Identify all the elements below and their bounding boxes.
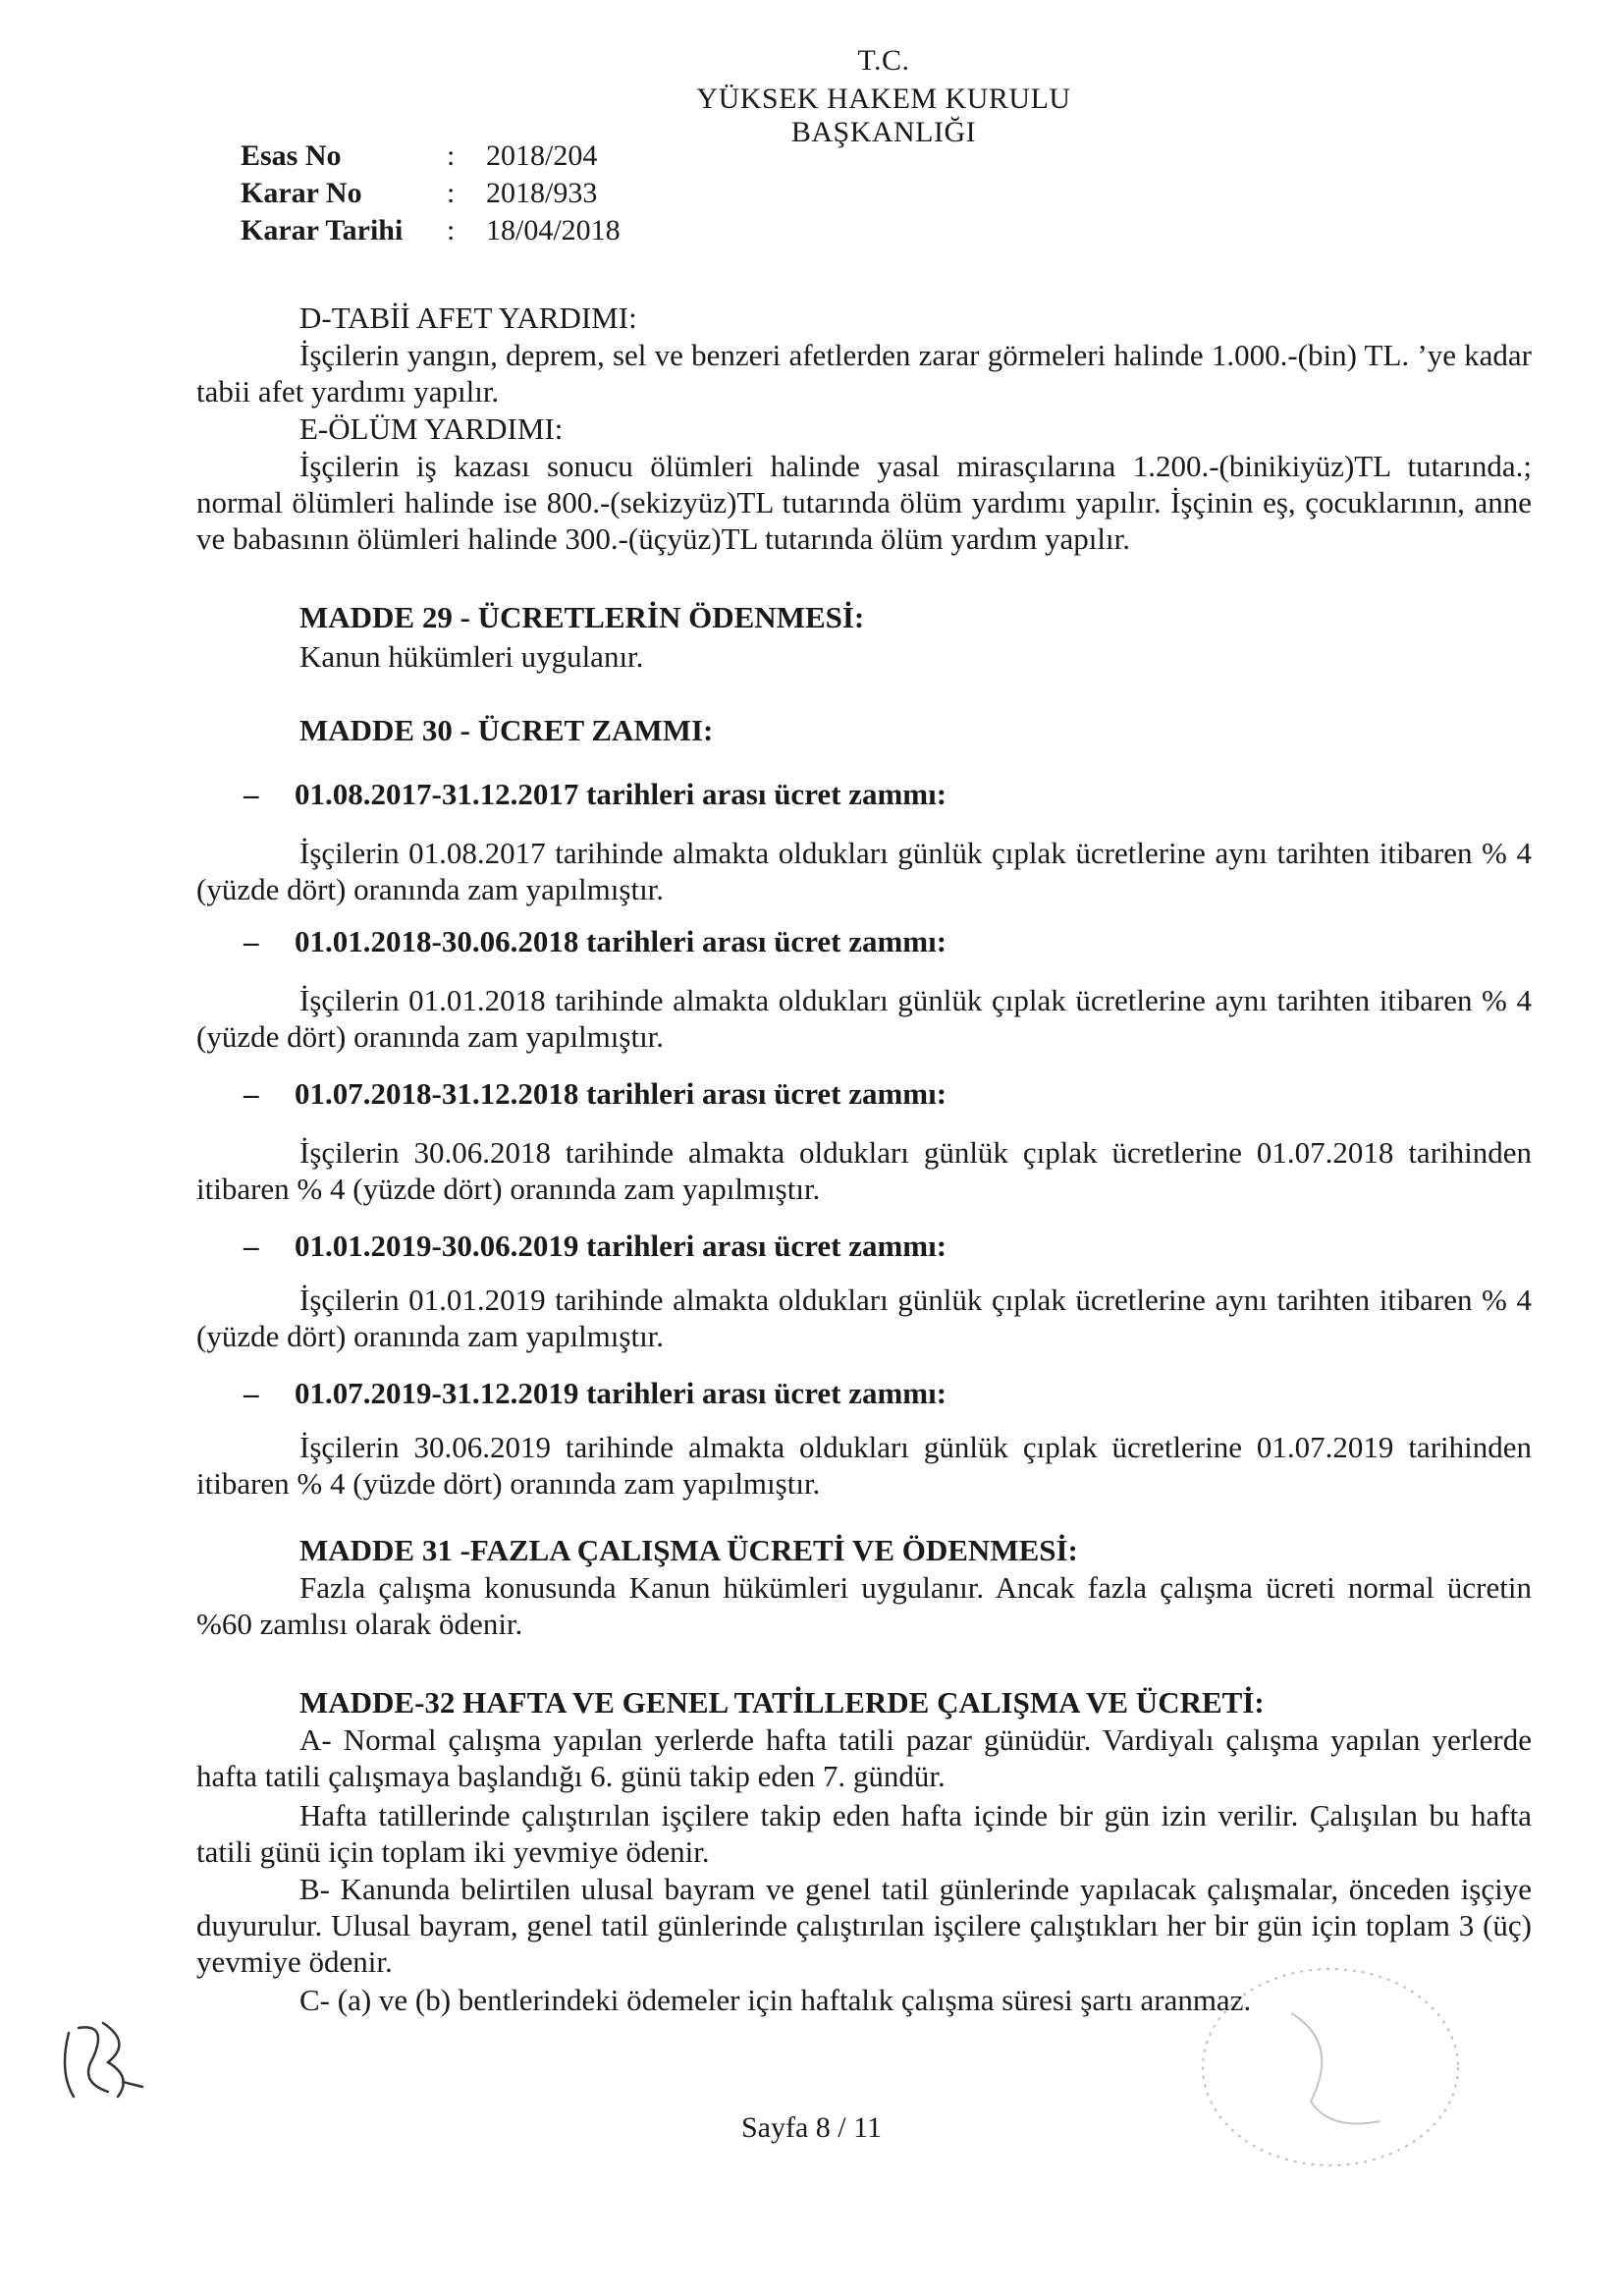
meta-esas <box>241 137 621 175</box>
section-d-heading: D-TABİİ AFET YARDIMI: <box>299 301 637 335</box>
stamp-mark <box>1291 2013 1380 2124</box>
signature-stroke <box>65 2023 142 2097</box>
article-31-text: Fazla çalışma konusunda Kanun hükümleri uygulanır. Ancak fazla çalışma ücreti normal ücretin %60 zamlısı olarak ödenir. <box>196 1570 1532 1641</box>
raise-period-2-text: İşçilerin 01.01.2018 tarihinde almakta oldukları günlük çıplak ücretlerine aynı tarihten itibaren % 4 (yüzde dört) oranında zam yapılmıştır. <box>196 983 1532 1054</box>
tarih-label: Karar Tarihi <box>241 214 404 246</box>
article-29-heading: MADDE 29 - ÜCRETLERİN ÖDENMESİ: <box>299 600 865 634</box>
section-d-text: İşçilerin yangın, deprem, sel ve benzeri afetlerden zarar görmeleri halinde 1.000.-(bin) TL. ’ye kadar tabii afet yardımı yapılır. <box>196 338 1532 409</box>
dash: – <box>243 1076 259 1111</box>
raise-period-3-text: İşçilerin 30.06.2018 tarihinde almakta oldukları günlük çıplak ücretlerine 01.07.2018 tarihinden itibaren % 4 (yüzde dört) oranında zam yapılmıştır. <box>196 1135 1532 1206</box>
article-29-text: Kanun hükümleri uygulanır. <box>299 639 644 674</box>
article-31-heading: MADDE 31 -FAZLA ÇALIŞMA ÜCRETİ VE ÖDENMESİ: <box>299 1533 1078 1567</box>
dash: – <box>243 924 259 958</box>
esas-value: 2018/204 <box>486 139 598 172</box>
meta-karar <box>241 175 621 212</box>
dash: – <box>243 1376 259 1410</box>
handwritten-initials <box>49 2003 157 2111</box>
raise-period-2-title <box>243 923 947 959</box>
raise-period-1-text: İşçilerin 01.08.2017 tarihinde almakta oldukları günlük çıplak ücretlerine aynı tarihten itibaren % 4 (yüzde dört) oranında zam yapılmıştır. <box>196 836 1532 906</box>
raise-period-3-label: 01.07.2018-31.12.2018 tarihleri arası ücret zammı: <box>295 1076 947 1111</box>
page-number: Sayfa 8 / 11 <box>740 2111 883 2144</box>
article-32-a: A- Normal çalışma yapılan yerlerde hafta tatili pazar günüdür. Vardiyalı çalışma yapılan yerlerde hafta tatili çalışmaya başlandığı 6. günü takip eden 7. gündür. <box>196 1722 1532 1793</box>
raise-period-5-text: İşçilerin 30.06.2019 tarihinde almakta oldukları günlük çıplak ücretlerine 01.07.2019 tarihinden itibaren % 4 (yüzde dört) oranında zam yapılmıştır. <box>196 1430 1532 1501</box>
karar-value: 2018/933 <box>486 177 598 209</box>
raise-period-4-title <box>243 1228 947 1264</box>
faint-stamp <box>1173 1954 1468 2180</box>
raise-period-1-label: 01.08.2017-31.12.2017 tarihleri arası ücret zammı: <box>295 777 947 811</box>
raise-period-3-title <box>243 1075 947 1112</box>
raise-period-4-text: İşçilerin 01.01.2019 tarihinde almakta oldukları günlük çıplak ücretlerine aynı tarihten itibaren % 4 (yüzde dört) oranında zam yapılmıştır. <box>196 1283 1532 1353</box>
karar-label: Karar No <box>241 177 362 209</box>
header-institution: YÜKSEK HAKEM KURULU <box>696 82 1071 115</box>
tarih-value: 18/04/2018 <box>486 214 621 246</box>
raise-period-5-title <box>243 1375 947 1411</box>
colon: : <box>447 139 456 172</box>
dash: – <box>243 777 259 811</box>
colon: : <box>447 177 456 209</box>
meta-tarih <box>241 212 621 249</box>
raise-period-4-label: 01.01.2019-30.06.2019 tarihleri arası ücret zammı: <box>295 1229 947 1263</box>
section-e-heading: E-ÖLÜM YARDIMI: <box>299 411 564 446</box>
article-30-heading: MADDE 30 - ÜCRET ZAMMI: <box>299 713 714 747</box>
article-32-b: B- Kanunda belirtilen ulusal bayram ve genel tatil günlerinde yapılacak çalışmalar, önceden işçiye duyurulur. Ulusal bayram, genel tatil günlerinde çalıştırılan işçilere çalıştıkları her bir gün için toplam 3 (üç) yevmiye ödenir. <box>196 1872 1532 1979</box>
article-32-heading: MADDE-32 HAFTA VE GENEL TATİLLERDE ÇALIŞMA VE ÜCRETİ: <box>299 1685 1265 1720</box>
esas-label: Esas No <box>241 139 342 172</box>
raise-period-1-title <box>243 776 947 812</box>
header-tc: T.C. <box>857 44 910 77</box>
colon: : <box>447 214 456 246</box>
article-32-c: C- (a) ve (b) bentlerindeki ödemeler için haftalık çalışma süresi şartı aranmaz. <box>299 1983 1252 2017</box>
dash: – <box>243 1229 259 1263</box>
article-32-a2: Hafta tatillerinde çalıştırılan işçilere takip eden hafta içinde bir gün izin verilir. Çalışılan bu hafta tatili günü için toplam iki yevmiye ödenir. <box>196 1798 1532 1869</box>
raise-period-2-label: 01.01.2018-30.06.2018 tarihleri arası ücret zammı: <box>295 924 947 958</box>
header-presidency: BAŞKANLIĞI <box>790 116 977 148</box>
section-e-text: İşçilerin iş kazası sonucu ölümleri halinde yasal mirasçılarına 1.200.-(binikiyüz)TL tutarında.; normal ölümleri halinde ise 800.-(sekizyüz)TL tutarında ölüm yardımı yapılır. İşçinin eş, çocuklarının, anne ve babasının ölümleri halinde 300.-(üçyüz)TL tutarında ölüm yardım yapılır. <box>196 449 1532 556</box>
case-meta <box>241 137 621 249</box>
raise-period-5-label: 01.07.2019-31.12.2019 tarihleri arası ücret zammı: <box>295 1376 947 1410</box>
